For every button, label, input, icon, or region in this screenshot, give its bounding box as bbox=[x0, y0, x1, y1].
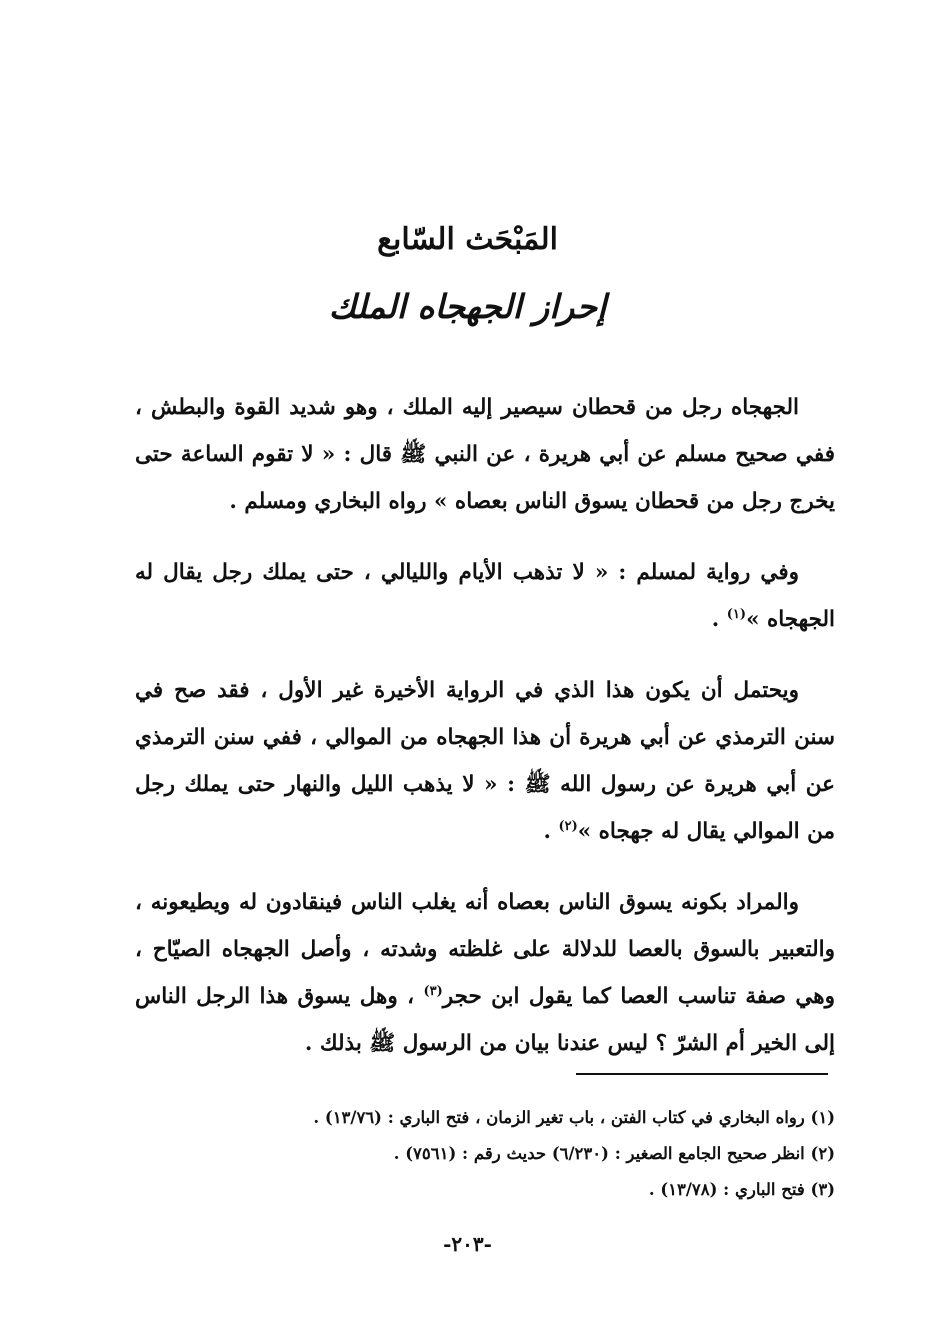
paragraph-4-tail: ، وهل يسوق هذا الرجل الناس إلى الخير أم الشرّ ؟ ليس عندنا بيان من الرسول ﷺ بذلك . bbox=[135, 984, 835, 1056]
paragraph-2 bbox=[135, 549, 835, 643]
paragraph-3-text: ويحتمل أن يكون هذا الذي في الرواية الأخيرة غير الأول ، فقد صح في سنن الترمذي عن أبي هريرة أن هذا الجهجاه من الموالي ، ففي سنن الترمذي عن أبي هريرة عن رسول الله ﷺ : « لا يذهب الليل والنهار حتى يملك رجل من الموالي يقال له جهجاه » bbox=[135, 678, 835, 844]
page-number: -٢٠٣- bbox=[443, 1232, 492, 1256]
paragraph-2-text: وفي رواية لمسلم : « لا تذهب الأيام والليالي ، حتى يملك رجل يقال له الجهجاه » bbox=[135, 560, 835, 632]
paragraph-1 bbox=[135, 384, 835, 525]
footnote-3: (٣) فتح الباري : (١٣/٧٨) . bbox=[648, 1180, 835, 1199]
footnote-2: (٢) انظر صحيح الجامع الصغير : (٦/٢٣٠) حديث رقم : (٧٥٦١) . bbox=[393, 1144, 835, 1163]
section-title: إحراز الجهجاه الملك bbox=[328, 287, 607, 326]
footnote-ref-2[interactable]: (٢) bbox=[558, 818, 578, 834]
footnote-ref-3[interactable]: (٣) bbox=[423, 983, 443, 999]
paragraph-4-text: والمراد بكونه يسوق الناس بعصاه أنه يغلب الناس فينقادون له ويطيعونه ، والتعبير بالسوق بالعصا للدلالة على غلظته وشدته ، وأصل الجهجاه الصيّاح ، وهي صفة تناسب العصا كما يقول ابن حجر bbox=[135, 890, 835, 1009]
paragraph-4 bbox=[135, 879, 835, 1067]
paragraph-2-tail: . bbox=[711, 607, 727, 632]
paragraph-3 bbox=[135, 667, 835, 855]
paragraph-1-text: الجهجاه رجل من قحطان سيصير إليه الملك ، وهو شديد القوة والبطش ، ففي صحيح مسلم عن أبي هريرة ، عن النبي ﷺ قال : « لا تقوم الساعة حتى يخرج رجل من قحطان يسوق الناس بعصاه » رواه البخاري ومسلم . bbox=[135, 395, 835, 514]
paragraph-3-tail: . bbox=[543, 819, 559, 844]
footnote-ref-1[interactable]: (١) bbox=[726, 606, 747, 622]
footnotes bbox=[135, 1100, 835, 1208]
body-text bbox=[135, 384, 835, 1091]
footnote-1: (١) رواه البخاري في كتاب الفتن ، باب تغير الزمان ، فتح الباري : (١٣/٧٦) . bbox=[313, 1108, 835, 1127]
footnote-divider bbox=[576, 1073, 828, 1075]
chapter-title: المَبْحَث السّابع bbox=[377, 222, 558, 257]
